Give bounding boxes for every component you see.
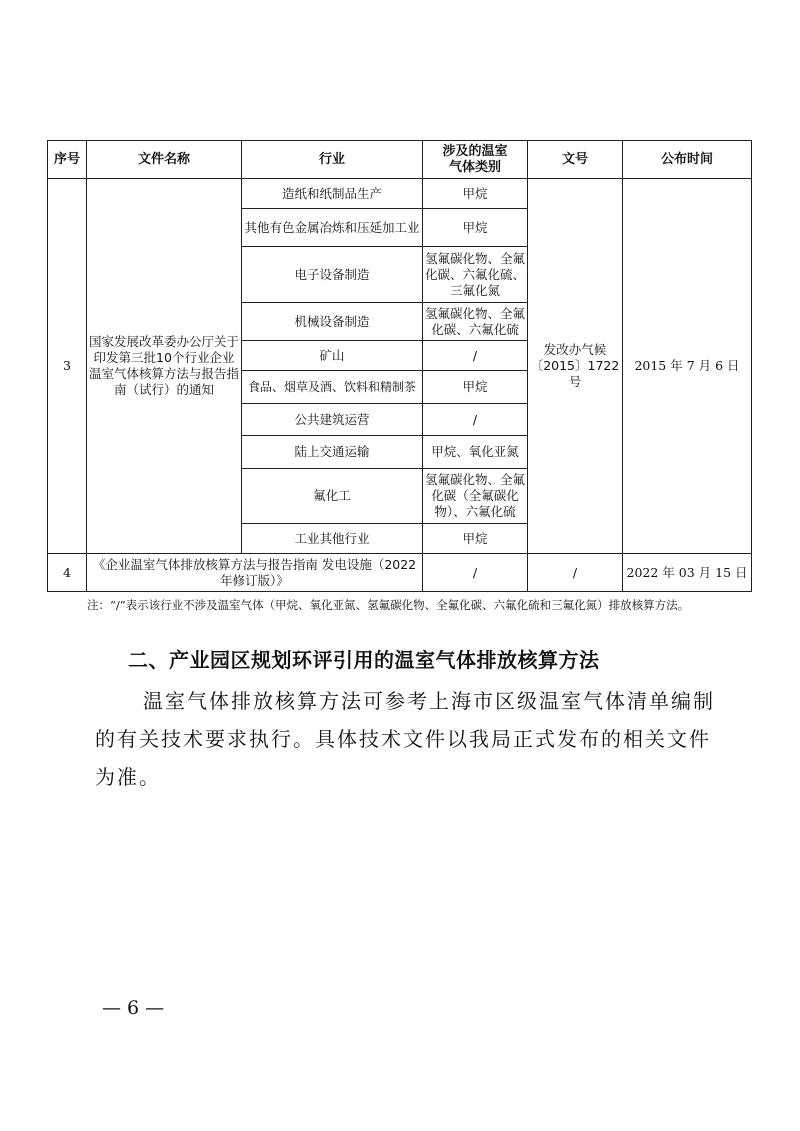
row4-doc-name: 《企业温室气体排放核算方法与报告指南 发电设施（2022 年修订版）》 [87, 554, 423, 592]
row4-gas: / [423, 554, 528, 592]
industry-cell: 其他有色金属冶炼和压延加工业 [242, 209, 423, 247]
header-gas [423, 141, 528, 179]
gas-cell: 甲烷 [423, 524, 528, 554]
row4-seq: 4 [48, 554, 87, 592]
industry-cell: 陆上交通运输 [242, 436, 423, 469]
industry-cell: 食品、烟草及酒、饮料和精制茶 [242, 371, 423, 404]
row4-pub-date: 2022 年 03 月 15 日 [623, 554, 752, 592]
header-gas-line1: 涉及的温室 [442, 143, 508, 159]
greenhouse-methods-table [47, 140, 752, 592]
gas-cell: / [423, 341, 528, 371]
industry-cell: 电子设备制造 [242, 247, 423, 303]
table-header-row [48, 141, 752, 179]
industry-cell: 氟化工 [242, 469, 423, 524]
table-row [48, 554, 752, 592]
header-pub-date: 公布时间 [623, 141, 752, 179]
gas-cell: 甲烷 [423, 179, 528, 209]
industry-cell: 矿山 [242, 341, 423, 371]
gas-cell: 甲烷、氧化亚氮 [423, 436, 528, 469]
header-seq: 序号 [48, 141, 87, 179]
row3-seq: 3 [48, 179, 87, 554]
table-note: 注：“/”表示该行业不涉及温室气体（甲烷、氧化亚氮、氢氟碳化物、全氟化碳、六氟化硫和三氟化氮）排放核算方法。 [87, 598, 690, 612]
page-number: — 6 — [102, 997, 165, 1019]
gas-cell: / [423, 404, 528, 436]
header-gas-line2: 气体类别 [448, 159, 501, 175]
gas-cell: 甲烷 [423, 371, 528, 404]
row3-doc-no: 发改办气候〔2015〕1722 号 [528, 179, 623, 554]
body-paragraph: 温室气体排放核算方法可参考上海市区级温室气体清单编制的有关技术要求执行。具体技术文件以我局正式发布的相关文件为准。 [95, 689, 715, 789]
gas-cell: 氢氟碳化物、全氟化碳、六氟化硫 [423, 303, 528, 341]
header-industry: 行业 [242, 141, 423, 179]
industry-cell: 公共建筑运营 [242, 404, 423, 436]
section-heading: 二、产业园区规划环评引用的温室气体排放核算方法 [128, 648, 600, 672]
gas-cell: 氢氟碳化物、全氟化碳、六氟化硫、三氟化氮 [423, 247, 528, 303]
industry-cell: 工业其他行业 [242, 524, 423, 554]
industry-cell: 造纸和纸制品生产 [242, 179, 423, 209]
header-doc-name: 文件名称 [87, 141, 242, 179]
gas-cell: 氢氟碳化物、全氟化碳（全氟碳化物）、六氟化硫 [423, 469, 528, 524]
header-doc-no: 文号 [528, 141, 623, 179]
row3-doc-name: 国家发展改革委办公厅关于印发第三批10个行业企业温室气体核算方法与报告指南（试行）的通知 [87, 179, 242, 554]
table-row [48, 179, 752, 209]
row3-pub-date: 2015 年 7 月 6 日 [623, 179, 752, 554]
industry-cell: 机械设备制造 [242, 303, 423, 341]
gas-cell: 甲烷 [423, 209, 528, 247]
row4-doc-no: / [528, 554, 623, 592]
